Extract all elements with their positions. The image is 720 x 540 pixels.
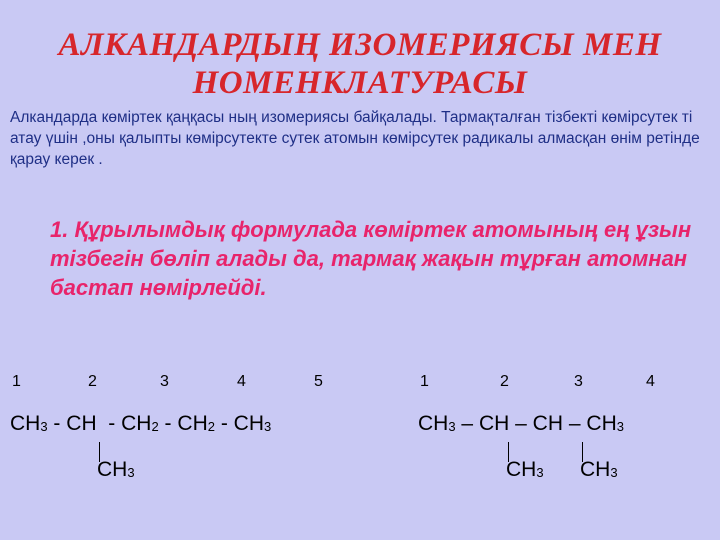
left-branch-methyl: $CH_3$	[97, 458, 135, 481]
title-line-2: НОМЕНКЛАТУРАСЫ	[192, 65, 528, 101]
left-carbon-number-4: 4	[237, 373, 246, 390]
left-carbon-number-2: 2	[88, 373, 97, 390]
right-carbon-number-1: 1	[420, 373, 429, 390]
intro-paragraph: Алкандарда көміртек қаңқасы ның изомериясы байқалады. Тармақталған тізбекті көмірсутек ті атау үшін ,оны қалыпты көмірсутекте сутек атомын көмірсутек радикалы алмасқан өнім ретінде қарау керек .	[10, 109, 700, 168]
left-carbon-number-1: 1	[12, 373, 21, 390]
right-branch-methyl-2: $CH_3$	[580, 458, 618, 481]
rule-text: 1. Құрылымдық формулада көміртек атомының ең ұзын тізбегін бөліп алады да, тармақ жақын тұрған атомнан бастап нөмірлейді.	[50, 217, 692, 300]
right-main-chain: $CH_3$ – CH – CH – $CH_3$	[418, 412, 624, 435]
right-carbon-number-3: 3	[574, 373, 583, 390]
right-carbon-number-4: 4	[646, 373, 655, 390]
left-carbon-number-5: 5	[314, 373, 323, 390]
right-branch-methyl-1: $CH_3$	[506, 458, 544, 481]
left-main-chain: $CH_3$ - CH - $CH_2 - CH_2 - CH_3$	[10, 412, 272, 435]
left-carbon-number-3: 3	[160, 373, 169, 390]
slide-title	[0, 26, 720, 102]
title-line-1: АЛКАНДАРДЫҢ ИЗОМЕРИЯСЫ МЕН	[58, 27, 662, 63]
right-carbon-number-2: 2	[500, 373, 509, 390]
